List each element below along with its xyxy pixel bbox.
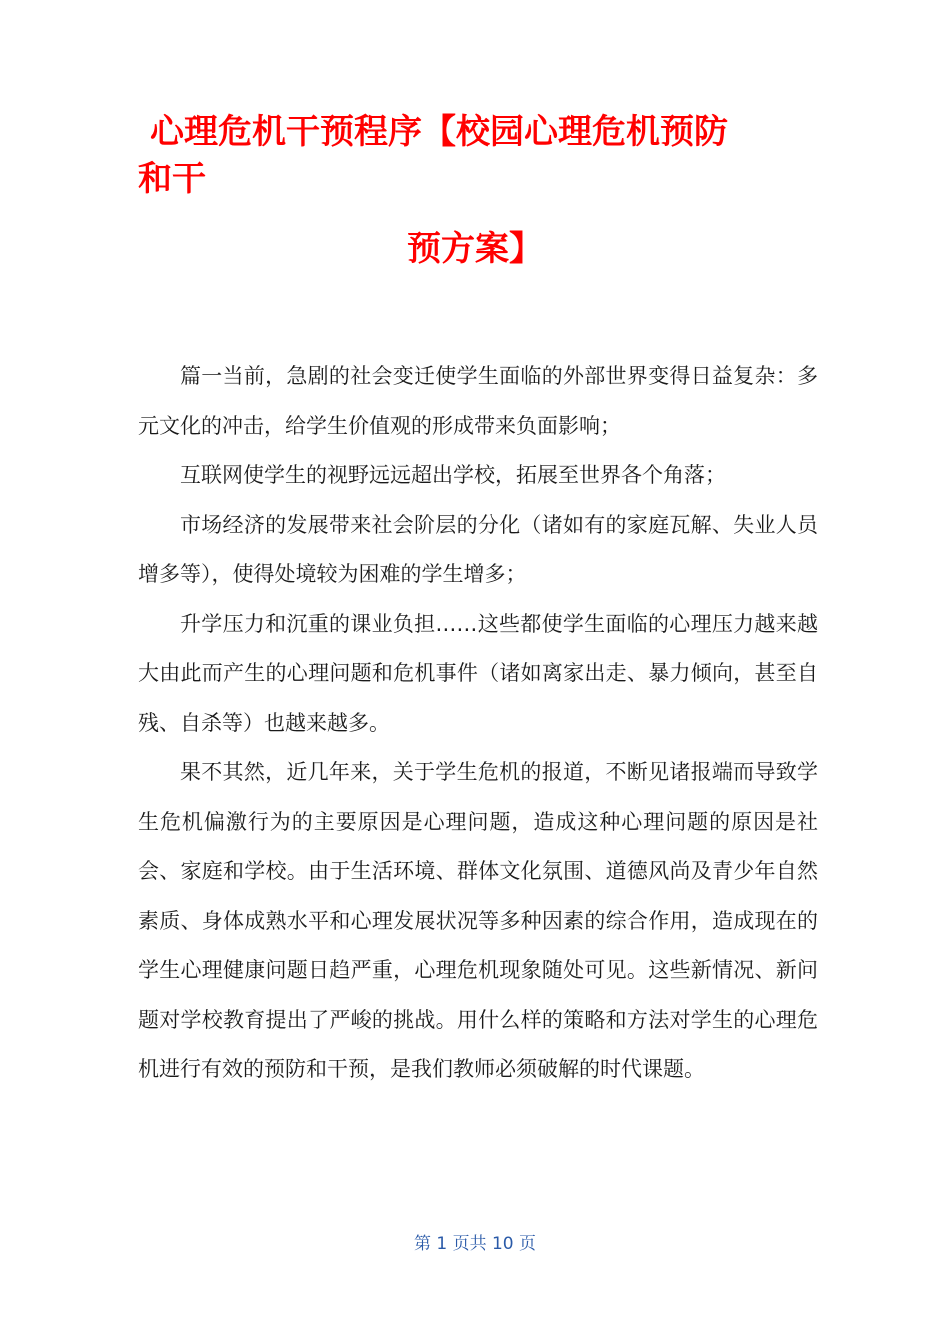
document-title-line-1: 心理危机干预程序【校园心理危机预防 — [150, 112, 728, 152]
page-number-footer: 第 1 页共 10 页 — [413, 1234, 537, 1254]
document-body — [138, 352, 818, 1095]
document-title-line-2: 和干 — [138, 159, 206, 199]
paragraph: 果不其然，近几年来，关于学生危机的报道，不断见诸报端而导致学生危机偏激行为的主要原因是心理问题，造成这种心理问题的原因是社会、家庭和学校。由于生活环境、群体文化氛围、道德风尚及青少年自然素质、身体成熟水平和心理发展状况等多种因素的综合作用，造成现在的学生心理健康问题日趋严重，心理危机现象随处可见。这些新情况、新问题对学校教育提出了严峻的挑战。用什么样的策略和方法对学生的心理危机进行有效的预防和干预，是我们教师必须破解的时代课题。 — [138, 760, 818, 1081]
paragraph: 升学压力和沉重的课业负担……这些都使学生面临的心理压力越来越大由此而产生的心理问题和危机事件（诸如离家出走、暴力倾向，甚至自残、自杀等）也越来越多。 — [138, 611, 818, 735]
paragraph: 市场经济的发展带来社会阶层的分化（诸如有的家庭瓦解、失业人员增多等），使得处境较为困难的学生增多； — [138, 512, 818, 586]
document-title-line-3: 预方案】 — [407, 229, 543, 269]
paragraph: 篇一当前，急剧的社会变迁使学生面临的外部世界变得日益复杂：多元文化的冲击，给学生价值观的形成带来负面影响； — [138, 364, 818, 438]
paragraph: 互联网使学生的视野远远超出学校，拓展至世界各个角落； — [180, 463, 726, 487]
